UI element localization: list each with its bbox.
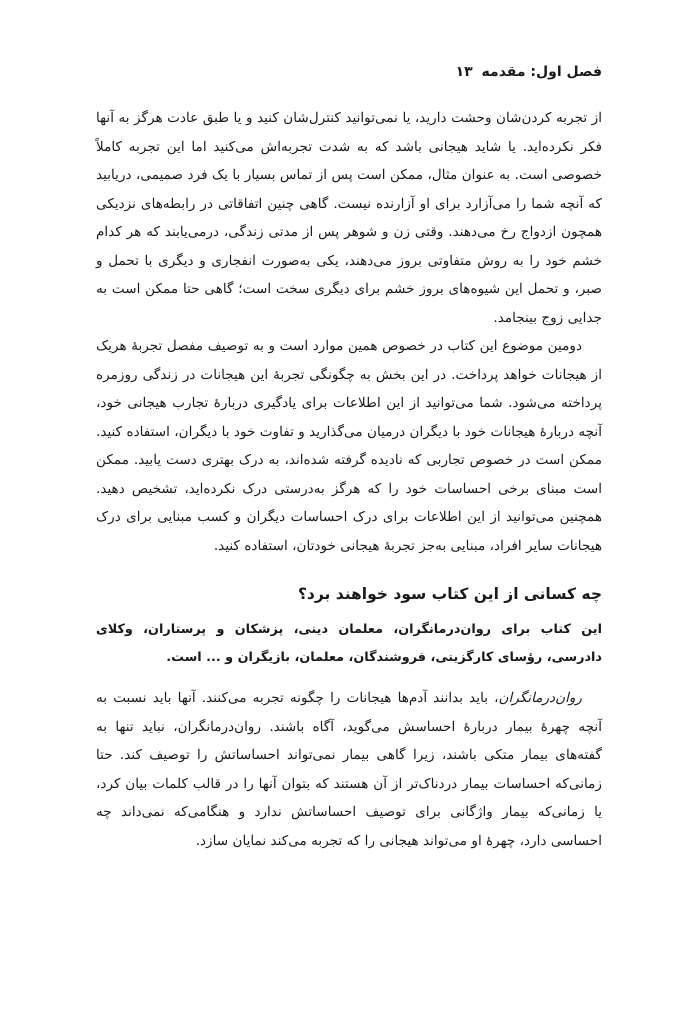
body-paragraph-1: از تجربه کردن‌شان وحشت دارید، یا نمی‌توانید کنترل‌شان کنید و یا طبق عادت هرگز به آنها فکر نکرده‌اید. یا شاید هیجانی باشد که به شدت تجربه‌اش می‌کنید اما این تجربه کاملاً خصوصی است. به عنوان مثال، ممکن است پس از تماس بسیار با یک فرد صمیمی، دریابید که آنچه شما را می‌آزارد برای او آزارنده نیست. گاهی چنین اتفاقاتی در رابطه‌های نزدیکی همچون ازدواج رخ می‌دهند. وقتی زن و شوهر پس از مدتی زندگی، درمی‌یابند که هر کدام خشم خود را به روش متفاوتی بروز می‌دهند، یکی به‌صورت انفجاری و دیگری با تحمل و صبر، و تحمل این شیوه‌های بروز خشم برای دیگری سخت است؛ گاهی حتا ممکن است به جدایی زوج بینجامد. [96,110,602,326]
body-paragraph-3 [96,684,602,855]
body-paragraph-2: دومین موضوع این کتاب در خصوص همین موارد است و به توصیف مفصل تجربهٔ هریک از هیجانات خواهد پرداخت. در این بخش به چگونگی تجربهٔ این هیجانات در زندگی روزمره پرداخته می‌شود. شما می‌توانید از این اطلاعات برای یادگیری دربارهٔ تجارب هیجانی خود، آنچه دربارهٔ هیجانات خود با دیگران درمیان می‌گذارید و تفاوت خود با دیگران، استفاده کنید. ممکن است در خصوص تجاربی که نادیده گرفته شده‌اند، به درک بهتری دست یابید. ممکن است مبنای برخی احساسات خود را که هرگز به‌درستی درک نکرده‌اید، تشخیص دهید. همچنین می‌توانید از این اطلاعات برای درک احساسات دیگران و کسب مبنایی برای درک هیجانات سایر افراد، مبنایی به‌جز تجربهٔ هیجانی خودتان، استفاده کنید. [96,338,602,554]
page-number: ۱۳ [455,64,473,80]
body-paragraph-3-text: ، باید بدانند آدم‌ها هیجانات را چگونه تجربه می‌کنند. آنها باید نسبت به آنچه چهرهٔ بیمار دربارهٔ احساسش می‌گوید، آگاه باشند. روان‌درمانگران، نباید تنها به گفته‌های بیمار متکی باشند، زیرا گاهی بیمار نمی‌تواند احساساتش را توصیف کند. حتا زمانی‌که احساسات بیمار دردناک‌تر از آن هستند که بتوان آنها را در قالب کلمات بیان کرد، یا زمانی‌که بیمار واژگانی برای توصیف احساساتش ندارد و هنگامی‌که نمی‌داند چه احساسی دارد، چهرهٔ او می‌تواند هیجانی را که تجربه می‌کند نمایان سازد. [96,690,602,849]
running-head [456,62,602,82]
section-heading: چه کسانی از این کتاب سود خواهند برد؟ [297,585,602,603]
section-lead: این کتاب برای روان‌درمانگران، معلمان دینی، پزشکان و پرستاران، وکلای دادرسی، رؤسای کارگزینی، فروشندگان، معلمان، بازیگران و ... است. [96,622,602,665]
chapter-title: فصل اول: مقدمه [481,64,602,80]
body-text [96,104,602,855]
book-page [96,0,602,1024]
term-psychotherapists: روان‌درمانگران [498,690,582,706]
